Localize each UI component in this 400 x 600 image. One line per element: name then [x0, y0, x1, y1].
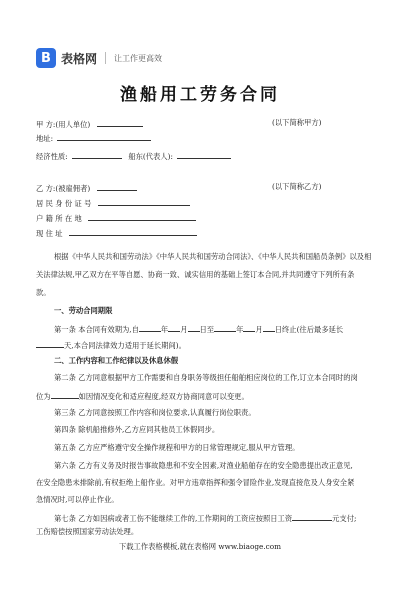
position-label: 位为: [36, 392, 51, 401]
party-b-label: 乙 方:(被雇佣者): [36, 184, 91, 193]
brand-name[interactable]: 表格网: [61, 51, 98, 66]
current-address-line: [36, 227, 197, 239]
end-month-label: 月: [255, 325, 263, 334]
article-1-text: 第一条 本合同有效期为,自: [54, 325, 139, 334]
extension-days-blank: [36, 339, 64, 348]
end-year-blank: [214, 323, 236, 332]
start-month-label: 月: [180, 325, 188, 334]
article-1-text-2: 天,本合同法律效力适用于延长期间)。: [64, 341, 186, 350]
biaoge-logo-icon[interactable]: B: [36, 48, 56, 68]
article-7-line-1: [54, 512, 357, 524]
article-6-line-2: 在安全隐患未排除前,有权拒绝上船作业。对甲方违章指挥和强令冒险作业,发现直接危及人身安全紧: [36, 478, 355, 487]
start-year-label: 年: [160, 325, 169, 334]
id-number-blank: [98, 197, 190, 206]
party-a-label: 甲 方:(用人单位): [36, 120, 91, 129]
end-month-blank: [243, 323, 255, 332]
hukou-blank: [88, 212, 196, 221]
start-day-blank: [188, 323, 200, 332]
article-2-text-2: 如因情况变化和适应程度,经双方协商同意可以变更。: [78, 392, 249, 401]
article-2-line-2: [36, 390, 249, 402]
owner-label: 船东(代表人):: [128, 152, 173, 161]
current-address-label: 现 住 址: [36, 229, 63, 238]
party-b-line: [36, 182, 137, 194]
party-a-line: [36, 118, 143, 130]
party-a-economic-line: [36, 150, 231, 162]
intro-line-3: 款。: [36, 288, 51, 297]
economic-nature-label: 经济性质:: [36, 152, 68, 161]
end-year-label: 年: [236, 325, 244, 334]
section-2-heading: 二、工作内容和工作纪律以及休息休假: [54, 356, 179, 365]
article-1-line-2: [36, 339, 186, 351]
current-address-blank: [69, 227, 197, 236]
section-1-heading: 一、劳动合同期限: [54, 306, 113, 315]
id-number-label: 居 民 身 份 证 号: [36, 199, 92, 208]
start-year-blank: [139, 323, 161, 332]
article-5: 第五条 乙方应严格遵守安全操作规程和甲方的日常管理规定,服从甲方管理。: [54, 443, 300, 452]
end-day-label: 日终止(往后最多延长: [274, 325, 344, 334]
intro-line-2: 关法律法规,甲乙双方在平等自愿、协商一致、诚实信用的基础上签订本合同,并共同遵守下列所有条: [36, 270, 355, 279]
article-7-unit: 元支付;: [332, 514, 357, 523]
article-6-line-1: 第六条 乙方有义务及时报告事故隐患和不安全因素,对渔业船舶存在的安全隐患提出改正意见,: [54, 461, 353, 470]
intro-line-1: 根据《中华人民共和国劳动法》《中华人民共和国劳动合同法》、《中华人民共和国船员条例》以及相: [54, 252, 372, 261]
party-b-name-blank: [97, 182, 137, 191]
end-day-blank: [263, 323, 275, 332]
footer-download-link[interactable]: 下载工作表格模板,就在表格网 www.biaoge.com: [118, 542, 282, 551]
party-a-address-line: [36, 132, 151, 144]
economic-nature-blank: [72, 150, 122, 159]
article-7-line-2: 工伤赔偿按照国家劳动法处理。: [36, 527, 139, 536]
hukou-line: [36, 212, 196, 224]
article-7-text: 第七条 乙方如因病或者工伤不能继续工作的,工作期间的工资应按照日工资: [54, 514, 293, 523]
party-b-suffix: (以下简称乙方): [272, 182, 322, 191]
party-a-name-blank: [97, 118, 143, 127]
article-2-line-1: 第二条 乙方同意根据甲方工作需要和自身职务等级担任船舶相应岗位的工作,订立本合同时的岗: [54, 373, 358, 382]
brand-slogan: 让工作更高效: [114, 53, 163, 63]
article-4: 第四条 除机船推修外,乙方应同其他员工休假同步。: [54, 425, 220, 434]
party-a-address-label: 地址:: [36, 134, 54, 143]
article-6-line-3: 急情况时,可以停止作业。: [36, 495, 119, 504]
start-day-label: 日至: [199, 325, 215, 334]
id-number-line: [36, 197, 190, 209]
hukou-label: 户 籍 所 在 地: [36, 214, 82, 223]
start-month-blank: [168, 323, 180, 332]
brand-header: [36, 47, 162, 69]
article-1-line-1: [54, 323, 343, 335]
brand-divider: [105, 52, 106, 64]
party-a-address-blank: [57, 132, 151, 141]
daily-wage-blank: [292, 512, 332, 521]
party-a-suffix: (以下简称甲方): [272, 118, 322, 127]
contract-title: 渔船用工劳务合同: [120, 85, 280, 105]
position-blank: [51, 390, 79, 399]
article-3: 第三条 乙方同意按照工作内容和岗位要求,认真履行岗位职责。: [54, 408, 256, 417]
owner-blank: [177, 150, 231, 159]
